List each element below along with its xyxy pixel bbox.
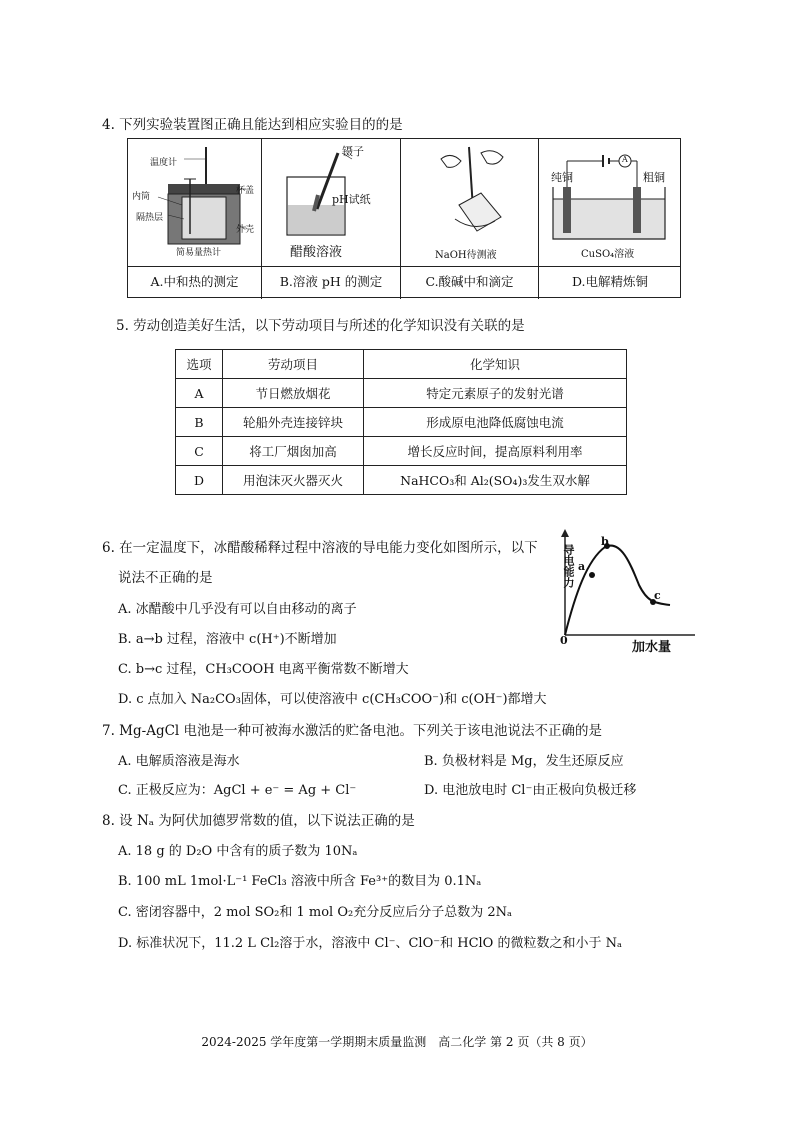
header-option: 选项	[176, 350, 223, 379]
q7-option-b: B. 负极材料是 Mg，发生还原反应	[424, 754, 624, 769]
q4-apparatus-table	[127, 138, 681, 298]
table-cell: 将工厂烟囱加高	[223, 437, 364, 466]
table-cell: 特定元素原子的发射光谱	[364, 379, 627, 408]
q8-stem: 8. 设 Nₐ 为阿伏加德罗常数的值，以下说法正确的是	[102, 813, 415, 829]
label-cuso4: CuSO₄溶液	[581, 249, 635, 260]
table-cell: 形成原电池降低腐蚀电流	[364, 408, 627, 437]
label-tweezers: 镊子	[342, 145, 364, 158]
apparatus-c	[401, 139, 539, 299]
label-thermometer: 温度计	[150, 158, 178, 168]
graph-label-c: c	[654, 589, 661, 602]
label-shell: 外壳	[236, 225, 255, 235]
graph-ylabel: 导电能力	[562, 544, 575, 588]
ammeter-icon: A	[622, 155, 628, 164]
table-header-row	[176, 350, 627, 379]
label-naoh: NaOH待测液	[435, 250, 497, 261]
q7-option-c: C. 正极反应为：AgCl + e⁻ = Ag + Cl⁻	[118, 783, 357, 798]
graph-label-b: b	[601, 535, 609, 548]
q8-option-d: D. 标准状况下，11.2 L Cl₂溶于水，溶液中 Cl⁻、ClO⁻和 HClO 的微粒数之和小于 Nₐ	[118, 936, 622, 951]
label-calorimeter: 简易量热计	[176, 248, 222, 258]
table-row	[176, 379, 627, 408]
graph-xlabel: 加水量	[632, 640, 672, 655]
q6-option-b: B. a→b 过程，溶液中 c(H⁺)不断增加	[118, 632, 337, 647]
table-cell: D	[176, 466, 223, 495]
label-acetic-acid: 醋酸溶液	[290, 245, 343, 260]
caption-c: C.酸碱中和滴定	[425, 274, 514, 289]
caption-a: A.中和热的测定	[150, 274, 239, 289]
table-cell: 用泡沫灭火器灭火	[223, 466, 364, 495]
q4-stem: 4. 下列实验装置图正确且能达到相应实验目的的是	[102, 117, 403, 133]
label-pure-copper: 纯铜	[551, 171, 573, 184]
header-labor: 劳动项目	[223, 350, 364, 379]
caption-b: B.溶液 pH 的测定	[279, 274, 383, 289]
q7-stem: 7. Mg-AgCl 电池是一种可被海水激活的贮备电池。下列关于该电池说法不正确的是	[102, 723, 603, 739]
label-insulation: 隔热层	[136, 213, 164, 223]
table-cell: 增长反应时间，提高原料利用率	[364, 437, 627, 466]
q7-option-a: A. 电解质溶液是海水	[118, 754, 240, 769]
q5-table	[175, 349, 627, 495]
q6-option-a: A. 冰醋酸中几乎没有可以自由移动的离子	[118, 602, 357, 617]
q5-stem: 5. 劳动创造美好生活，以下劳动项目与所述的化学知识没有关联的是	[116, 318, 525, 334]
label-crude-copper: 粗铜	[643, 171, 665, 184]
table-row	[176, 466, 627, 495]
q6-stem-line2: 说法不正确的是	[118, 570, 213, 586]
caption-d: D.电解精炼铜	[571, 274, 649, 289]
table-row	[176, 437, 627, 466]
page-footer: 2024-2025 学年度第一学期期末质量监测 高二化学 第 2 页（共 8 页）	[201, 1035, 593, 1049]
header-knowledge: 化学知识	[364, 350, 627, 379]
q8-option-a: A. 18 g 的 D₂O 中含有的质子数为 10Nₐ	[118, 844, 358, 859]
q6-option-c: C. b→c 过程，CH₃COOH 电离平衡常数不断增大	[118, 662, 409, 677]
table-cell: 节日燃放烟花	[223, 379, 364, 408]
q8-option-b: B. 100 mL 1mol·L⁻¹ FeCl₃ 溶液中所含 Fe³⁺的数目为 0.1Nₐ	[118, 874, 482, 889]
point-a	[589, 572, 595, 578]
graph-label-a: a	[578, 560, 586, 573]
q7-option-d: D. 电池放电时 Cl⁻由正极向负极迁移	[424, 783, 637, 798]
table-cell: NaHCO₃和 Al₂(SO₄)₃发生双水解	[364, 466, 627, 495]
table-cell: 轮船外壳连接锌块	[223, 408, 364, 437]
table-cell: C	[176, 437, 223, 466]
label-lid: 杯盖	[236, 186, 255, 196]
table-cell: A	[176, 379, 223, 408]
apparatus-a	[128, 139, 262, 299]
label-ph-paper: pH试纸	[332, 193, 371, 206]
apparatus-b	[262, 139, 401, 299]
q6-option-d: D. c 点加入 Na₂CO₃固体，可以使溶液中 c(CH₃COO⁻)和 c(OH⁻)都增大	[118, 692, 547, 707]
label-inner-cup: 内筒	[132, 192, 151, 202]
table-row	[176, 408, 627, 437]
q6-stem-line1: 6. 在一定温度下，冰醋酸稀释过程中溶液的导电能力变化如图所示，以下	[102, 540, 538, 556]
caption-row-divider	[128, 266, 680, 267]
apparatus-d	[539, 139, 681, 299]
table-cell: B	[176, 408, 223, 437]
q8-option-c: C. 密闭容器中，2 mol SO₂和 1 mol O₂充分反应后分子总数为 2Nₐ	[118, 905, 513, 920]
graph-origin: 0	[560, 634, 568, 647]
